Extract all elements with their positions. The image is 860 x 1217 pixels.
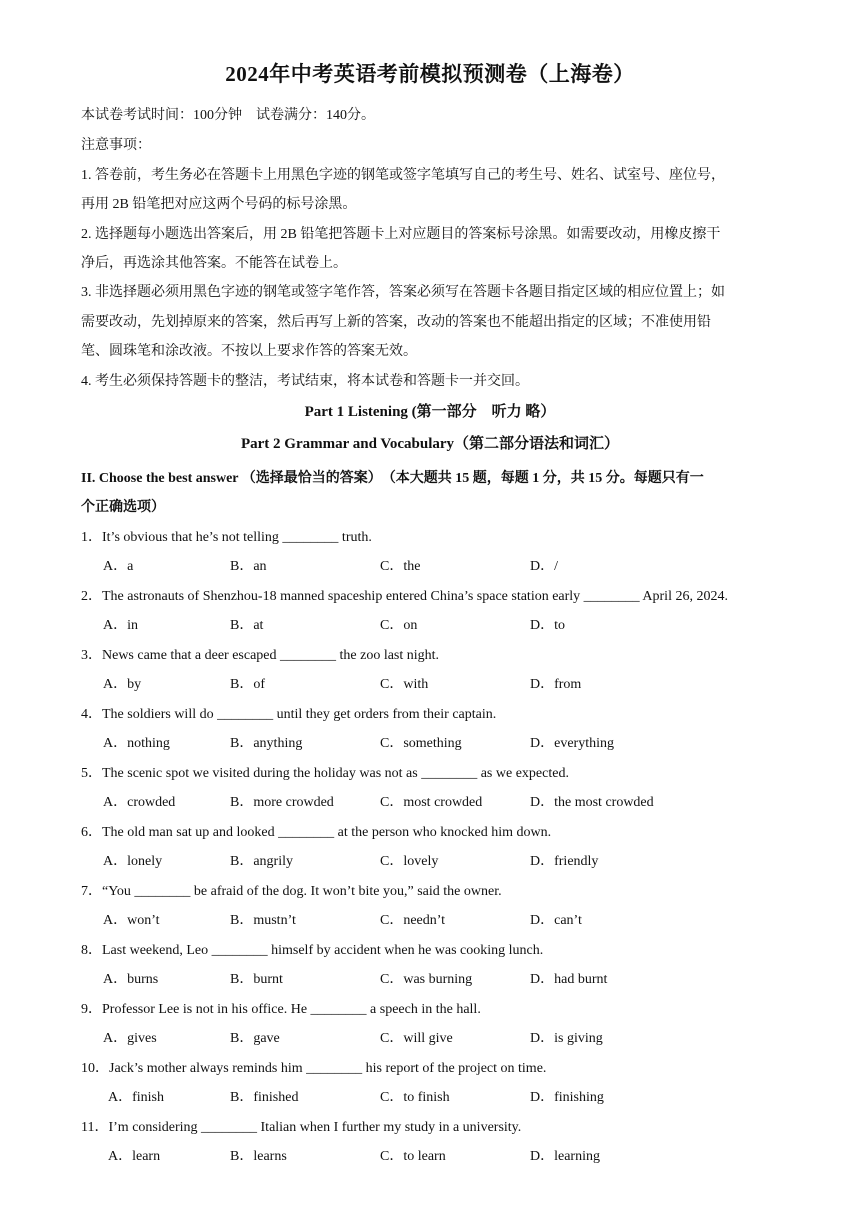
option-b: B．burnt [230,972,283,987]
option-d: D．everything [530,736,614,751]
option-b: B．angrily [230,854,293,869]
section-heading: II. Choose the best answer （选择最恰当的答案） （本大题共 15 题，每题 1 分，共 15 分。每题只有一 [81,471,704,486]
option-b: B．gave [230,1031,280,1046]
option-c: C．will give [380,1031,453,1046]
part2-heading: Part 2 Grammar and Vocabulary（第二部分语法和词汇） [240,436,620,452]
question-stem: 10．Jack’s mother always reminds him ________ his report of the project on time. [81,1061,547,1076]
note-line: 2. 选择题每小题选出答案后，用 2B 铅笔把答题卡上对应题目的答案标号涂黑。如需要改动，用橡皮擦干 [81,227,721,242]
option-c: C．to learn [380,1149,446,1164]
note-line: 4. 考生必须保持答题卡的整洁，考试结束，将本试卷和答题卡一并交回。 [81,374,529,389]
option-b: B．more crowded [230,795,334,810]
option-b: B．mustn’t [230,913,296,928]
section-heading-cont: 个正确选项） [81,500,165,515]
option-c: C．lovely [380,854,439,869]
option-d: D．is giving [530,1031,603,1046]
option-c: C．the [380,559,421,574]
option-d: D．to [530,618,565,633]
question-stem: 6．The old man sat up and looked ________ at the person who knocked him down. [81,825,552,840]
note-line: 需要改动，先划掉原来的答案，然后再写上新的答案，改动的答案也不能超出指定的区域；不准使用铅 [81,315,711,330]
question-stem: 8．Last weekend, Leo ________ himself by accident when he was cooking lunch. [81,943,544,958]
option-a: A．learn [108,1149,161,1164]
option-b: B．finished [230,1090,299,1105]
option-c: C．something [380,736,462,751]
option-b: B．at [230,618,264,633]
note-line: 净后，再选涂其他答案。不能答在试卷上。 [81,256,347,271]
option-d: D．can’t [530,913,582,928]
exam-info: 本试卷考试时间：100分钟 试卷满分：140分。 [81,108,375,123]
option-a: A．won’t [103,913,160,928]
option-a: A．by [103,677,142,692]
question-stem: 9．Professor Lee is not in his office. He ________ a speech in the hall. [81,1002,481,1017]
option-d: D．had burnt [530,972,608,987]
note-line: 笔、圆珠笔和涂改液。不按以上要求作答的答案无效。 [81,344,417,359]
question-stem: 1．It’s obvious that he’s not telling ________ truth. [81,530,372,545]
option-c: C．was burning [380,972,473,987]
part1-heading: Part 1 Listening (第一部分 听力 略） [304,404,556,420]
page-title: 2024年中考英语考前模拟预测卷（上海卷） [225,62,635,86]
note-line: 1. 答卷前，考生务必在答题卡上用黑色字迹的钢笔或签字笔填写自己的考生号、姓名、试室号、座位号， [81,168,725,183]
option-c: C．on [380,618,418,633]
option-a: A．nothing [103,736,170,751]
notes-heading: 注意事项： [81,138,151,153]
option-a: A．crowded [103,795,176,810]
question-stem: 2．The astronauts of Shenzhou-18 manned spaceship entered China’s space station early ________ April 26, 2024. [81,589,728,604]
option-a: A．finish [108,1090,164,1105]
option-b: B．learns [230,1149,287,1164]
question-stem: 7．“You ________ be afraid of the dog. It won’t bite you,” said the owner. [81,884,502,899]
option-b: B．an [230,559,267,574]
option-d: D．from [530,677,582,692]
option-b: B．anything [230,736,303,751]
option-a: A．in [103,618,138,633]
question-stem: 3．News came that a deer escaped ________ the zoo last night. [81,648,440,663]
option-a: A．a [103,559,134,574]
option-d: D．friendly [530,854,599,869]
option-c: C．needn’t [380,913,446,928]
option-d: D．the most crowded [530,795,654,810]
question-stem: 5．The scenic spot we visited during the holiday was not as ________ as we expected. [81,766,569,781]
note-line: 3. 非选择题必须用黑色字迹的钢笔或签字笔作答，答案必须写在答题卡各题目指定区域的相应位置上；如 [81,285,725,300]
note-line: 再用 2B 铅笔把对应这两个号码的标号涂黑。 [81,197,357,212]
option-c: C．most crowded [380,795,483,810]
option-d: D．learning [530,1149,600,1164]
option-d: D．/ [530,559,558,574]
option-d: D．finishing [530,1090,604,1105]
option-a: A．lonely [103,854,163,869]
question-stem: 4．The soldiers will do ________ until they get orders from their captain. [81,707,497,722]
question-stem: 11．I’m considering ________ Italian when I further my study in a university. [81,1120,522,1135]
option-c: C．to finish [380,1090,450,1105]
option-b: B．of [230,677,265,692]
option-a: A．burns [103,972,159,987]
option-a: A．gives [103,1031,157,1046]
option-c: C．with [380,677,429,692]
